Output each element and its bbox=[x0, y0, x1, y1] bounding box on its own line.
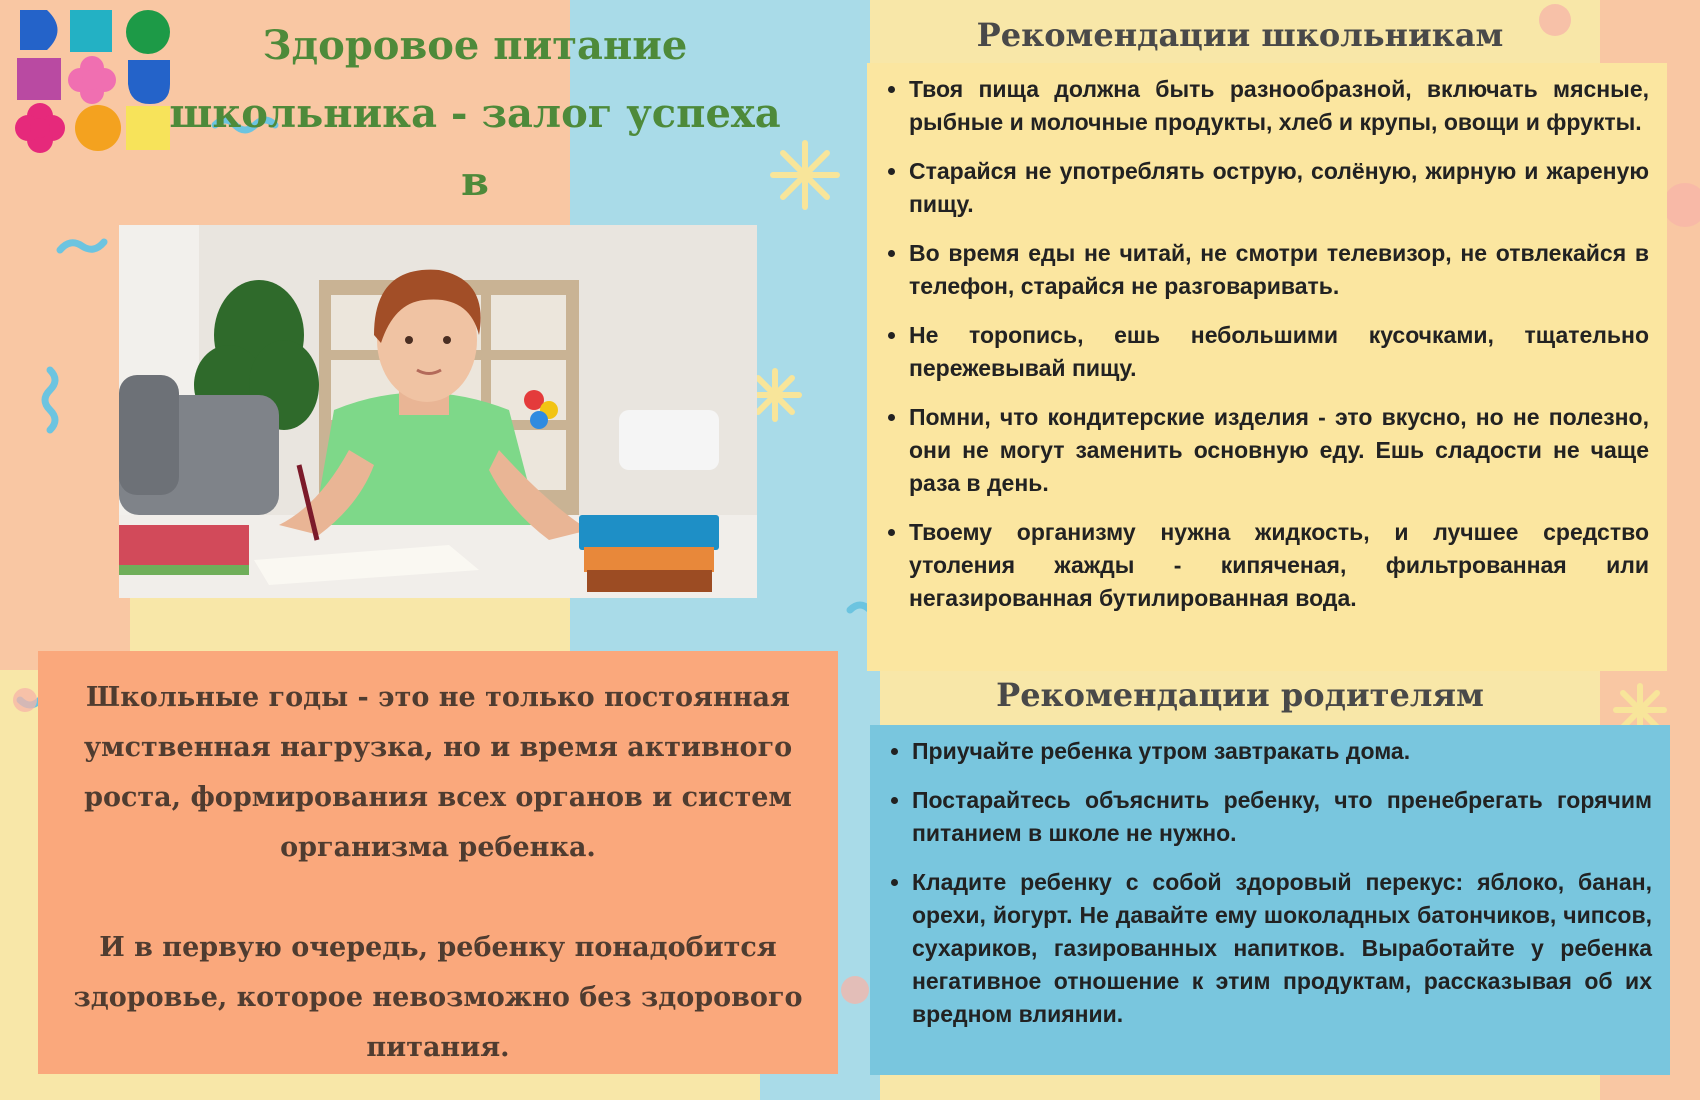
list-item: • Твоему организму нужна жидкость, и лучшее средство утоления жажды - кипяченая, фильтрованная или негазированная бутилированная вода. bbox=[909, 516, 1649, 615]
intro-paragraph: Школьные годы - это не только постоянная умственная нагрузка, но и время активного роста, формирования всех органов и систем организма ребенка. bbox=[83, 682, 793, 863]
list-item: • Приучайте ребенка утром завтракать дома. bbox=[912, 735, 1652, 768]
boy-studying-photo bbox=[119, 225, 757, 598]
title-line: Здоровое питание bbox=[262, 22, 688, 69]
parents-recommendations-list bbox=[876, 735, 1652, 1031]
list-item: • Помни, что кондитерские изделия - это вкусно, но не полезно, они не могут заменить основную еду. Ешь сладости не чаще раза в день. bbox=[909, 401, 1649, 500]
list-item: • Кладите ребенку с собой здоровый перекус: яблоко, банан, орехи, йогурт. Не давайте ему шоколадных батончиков, чипсов, сухариков, газированных напитков. Выработайте у ребенка негативное отношение к этим продуктам, рассказывая об их вредном влиянии. bbox=[912, 866, 1652, 1031]
title-line: школьника - залог успеха в bbox=[169, 90, 781, 205]
list-item: • Во время еды не читай, не смотри телевизор, не отвлекайся в телефон, старайся не разговаривать. bbox=[909, 237, 1649, 303]
intro-text-block bbox=[38, 651, 838, 1074]
students-recommendations-panel bbox=[867, 63, 1667, 671]
list-item: • Не торопись, ешь небольшими кусочками, тщательно пережевывай пищу. bbox=[909, 319, 1649, 385]
students-section-title: Рекомендации школьникам bbox=[976, 16, 1504, 54]
students-recommendations-list bbox=[873, 73, 1649, 615]
list-item: • Старайся не употреблять острую, солёную, жирную и жареную пищу. bbox=[909, 155, 1649, 221]
parents-recommendations-panel bbox=[870, 725, 1670, 1075]
list-item: • Твоя пища должна быть разнообразной, включать мясные, рыбные и молочные продукты, хлеб и крупы, овощи и фрукты. bbox=[909, 73, 1649, 139]
parents-section-title: Рекомендации родителям bbox=[996, 676, 1484, 714]
list-item: • Постарайтесь объяснить ребенку, что пренебрегать горячим питанием в школе не нужно. bbox=[912, 784, 1652, 850]
intro-paragraph: И в первую очередь, ребенку понадобится здоровье, которое невозможно без здорового питания. bbox=[73, 932, 803, 1063]
